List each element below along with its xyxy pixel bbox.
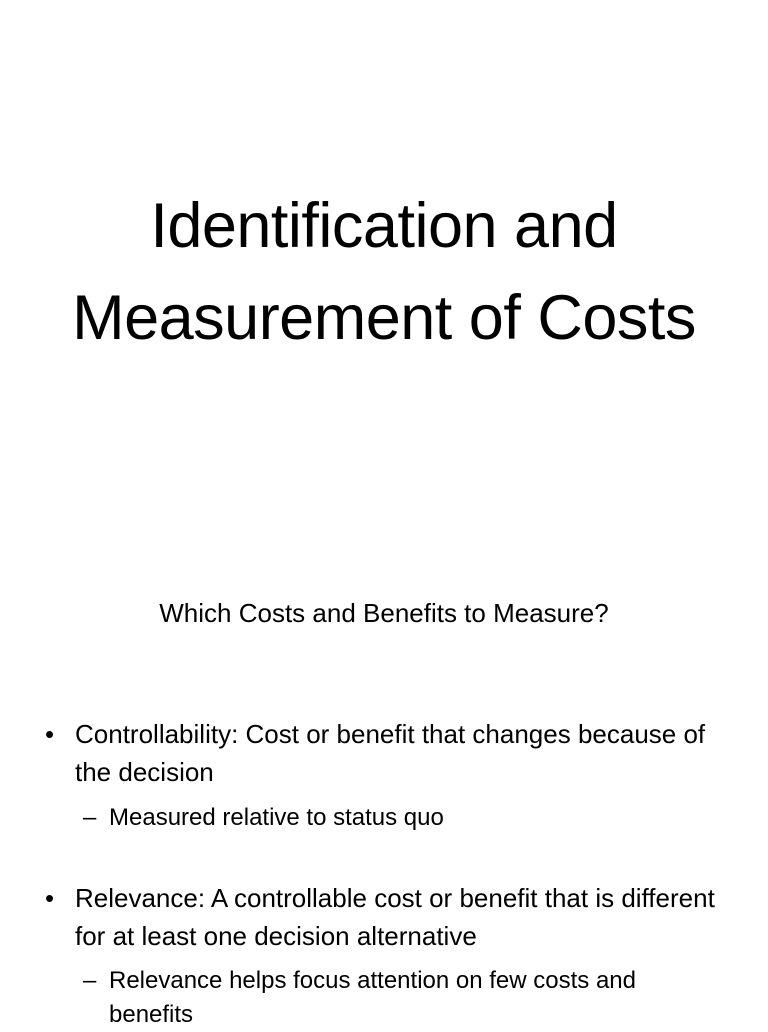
slide-title-line-2: Measurement of Costs (72, 283, 696, 353)
bullet-text: Controllability: Cost or benefit that changes because of the decision (75, 719, 706, 787)
bullet-marker: • (45, 883, 55, 913)
bullet-text: Relevance: A controllable cost or benefit that is different for at least one decision alternative (75, 883, 715, 951)
bullet-marker: • (45, 719, 55, 749)
sub-bullet-text: Measured relative to status quo (109, 804, 444, 831)
sub-bullet-marker: – (83, 967, 97, 994)
slide-title-line-1: Identification and (150, 191, 618, 261)
sub-bullet-text: Relevance helps focus attention on few costs and benefits (109, 967, 636, 1028)
section-heading: Which Costs and Benefits to Measure? (159, 598, 609, 628)
sub-bullet-marker: – (83, 804, 97, 831)
slide-title (0, 180, 768, 364)
